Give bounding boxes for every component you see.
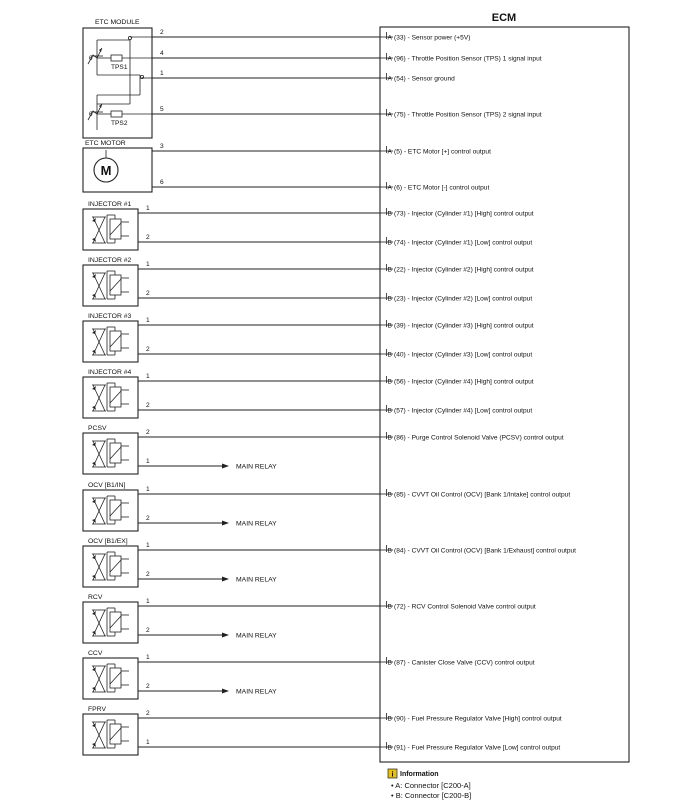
ecm-signal-label: (90) - Fuel Pressure Regulator Valve [High] control output (394, 715, 562, 723)
connector-letter: B (387, 378, 392, 386)
etc-motor-label: ETC MOTOR (85, 140, 126, 147)
main-relay-label: MAIN RELAY (236, 463, 277, 471)
component-label: INJECTOR #1 (88, 201, 132, 208)
pin-number: 1 (146, 654, 150, 661)
connector-letter: B (387, 744, 392, 752)
connector-letter: A (387, 184, 392, 192)
connector-letter: B (387, 351, 392, 359)
component-label: FPRV (88, 706, 107, 713)
pin-number: 6 (160, 179, 164, 186)
svg-text:θ: θ (89, 111, 93, 118)
component-label: PCSV (88, 425, 107, 432)
information-line: • B: Connector [C200-B] (391, 791, 472, 800)
pin-number: 1 (146, 598, 150, 605)
connector-letter: B (387, 659, 392, 667)
ecm-signal-label: (39) - Injector (Cylinder #3) [High] control output (394, 322, 534, 330)
connector-letter: B (387, 547, 392, 555)
connector-letter: B (387, 266, 392, 274)
ecm-signal-label: (96) - Throttle Position Sensor (TPS) 1 signal input (394, 55, 542, 63)
component-label: INJECTOR #4 (88, 369, 132, 376)
information-block (388, 769, 471, 800)
main-relay-label: MAIN RELAY (236, 576, 277, 584)
ecm-signal-label: (40) - Injector (Cylinder #3) [Low] control output (394, 351, 533, 359)
component-label: OCV [B1/IN] (88, 482, 126, 489)
connector-letter: A (387, 34, 392, 42)
ecm-signal-label: (86) - Purge Control Solenoid Valve (PCSV) control output (394, 434, 564, 442)
ecm-signal-label: (74) - Injector (Cylinder #1) [Low] control output (394, 239, 533, 247)
connector-letter: A (387, 55, 392, 63)
pin-number: 2 (146, 290, 150, 297)
ecm-signal-label: (54) - Sensor ground (394, 75, 455, 83)
pin-number: 4 (160, 50, 164, 57)
etc-module (83, 19, 152, 192)
connector-letter: A (387, 75, 392, 83)
etc-motor-symbol: M (100, 163, 112, 178)
pin-number: 2 (146, 346, 150, 353)
svg-text:i: i (391, 769, 394, 779)
connector-letter: B (387, 603, 392, 611)
pin-number: 2 (146, 402, 150, 409)
relay-arrow-icon (222, 577, 229, 582)
pin-number: 1 (146, 373, 150, 380)
connector-letter: B (387, 407, 392, 415)
ecm-signal-label: (87) - Canister Close Valve (CCV) control output (394, 659, 535, 667)
relay-arrow-icon (222, 633, 229, 638)
connector-letter: B (387, 322, 392, 330)
pin-number: 1 (146, 458, 150, 465)
ecm-signal-label: (33) - Sensor power (+5V) (394, 34, 471, 42)
pin-number: 1 (146, 739, 150, 746)
pin-number: 2 (160, 29, 164, 36)
pin-number: 2 (146, 515, 150, 522)
ecm-signal-label: (75) - Throttle Position Sensor (TPS) 2 signal input (394, 111, 542, 119)
connector-letter: B (387, 210, 392, 218)
ecm-signal-label: (5) - ETC Motor [+] control output (394, 148, 491, 156)
ecm-signal-label: (73) - Injector (Cylinder #1) [High] control output (394, 210, 534, 218)
pin-number: 1 (146, 261, 150, 268)
pin-number: 1 (146, 317, 150, 324)
connector-letter: B (387, 239, 392, 247)
connector-letter: B (387, 715, 392, 723)
tps2-label: TPS2 (111, 120, 128, 127)
connector-letter: B (387, 434, 392, 442)
pin-number: 1 (146, 205, 150, 212)
pin-number: 3 (160, 143, 164, 150)
connector-letter: B (387, 491, 392, 499)
pin-number: 1 (146, 542, 150, 549)
pin-number: 2 (146, 429, 150, 436)
ecm-title: ECM (491, 12, 517, 24)
ecm-signal-label: (84) - CVVT Oil Control (OCV) [Bank 1/Exhaust] control output (394, 547, 577, 555)
component-label: CCV (88, 650, 103, 657)
relay-arrow-icon (222, 689, 229, 694)
pin-number: 5 (160, 106, 164, 113)
component-label: INJECTOR #3 (88, 313, 132, 320)
relay-arrow-icon (222, 464, 229, 469)
etc-module-label: ETC MODULE (95, 19, 140, 26)
pin-number: 2 (146, 710, 150, 717)
component-label: INJECTOR #2 (88, 257, 132, 264)
information-title: Information (400, 771, 439, 778)
ecm-signal-label: (6) - ETC Motor [-] control output (394, 184, 490, 192)
connector-letter: A (387, 148, 392, 156)
connector-letter: A (387, 111, 392, 119)
ecm-box (380, 27, 629, 762)
pin-number: 1 (146, 486, 150, 493)
ecm-signal-label: (57) - Injector (Cylinder #4) [Low] control output (394, 407, 533, 415)
pin-number: 2 (146, 571, 150, 578)
main-relay-label: MAIN RELAY (236, 520, 277, 528)
ecm-signal-label: (85) - CVVT Oil Control (OCV) [Bank 1/Intake] control output (394, 491, 571, 499)
ecm-signal-label: (72) - RCV Control Solenoid Valve control output (394, 603, 536, 611)
pin-number: 2 (146, 683, 150, 690)
component-label: OCV [B1/EX] (88, 538, 128, 545)
connector-letter: B (387, 295, 392, 303)
ecm-signal-label: (91) - Fuel Pressure Regulator Valve [Low] control output (394, 744, 561, 752)
pin-number: 2 (146, 234, 150, 241)
pin-number: 1 (160, 70, 164, 77)
relay-arrow-icon (222, 521, 229, 526)
ecm-signal-label: (22) - Injector (Cylinder #2) [High] control output (394, 266, 534, 274)
component-label: RCV (88, 594, 103, 601)
main-relay-label: MAIN RELAY (236, 632, 277, 640)
ecm-signal-label: (23) - Injector (Cylinder #2) [Low] control output (394, 295, 533, 303)
svg-text:θ: θ (89, 55, 93, 62)
information-line: • A: Connector [C200-A] (391, 781, 471, 790)
ecm-signal-label: (56) - Injector (Cylinder #4) [High] control output (394, 378, 534, 386)
main-relay-label: MAIN RELAY (236, 688, 277, 696)
pin-number: 2 (146, 627, 150, 634)
tps1-label: TPS1 (111, 64, 128, 71)
